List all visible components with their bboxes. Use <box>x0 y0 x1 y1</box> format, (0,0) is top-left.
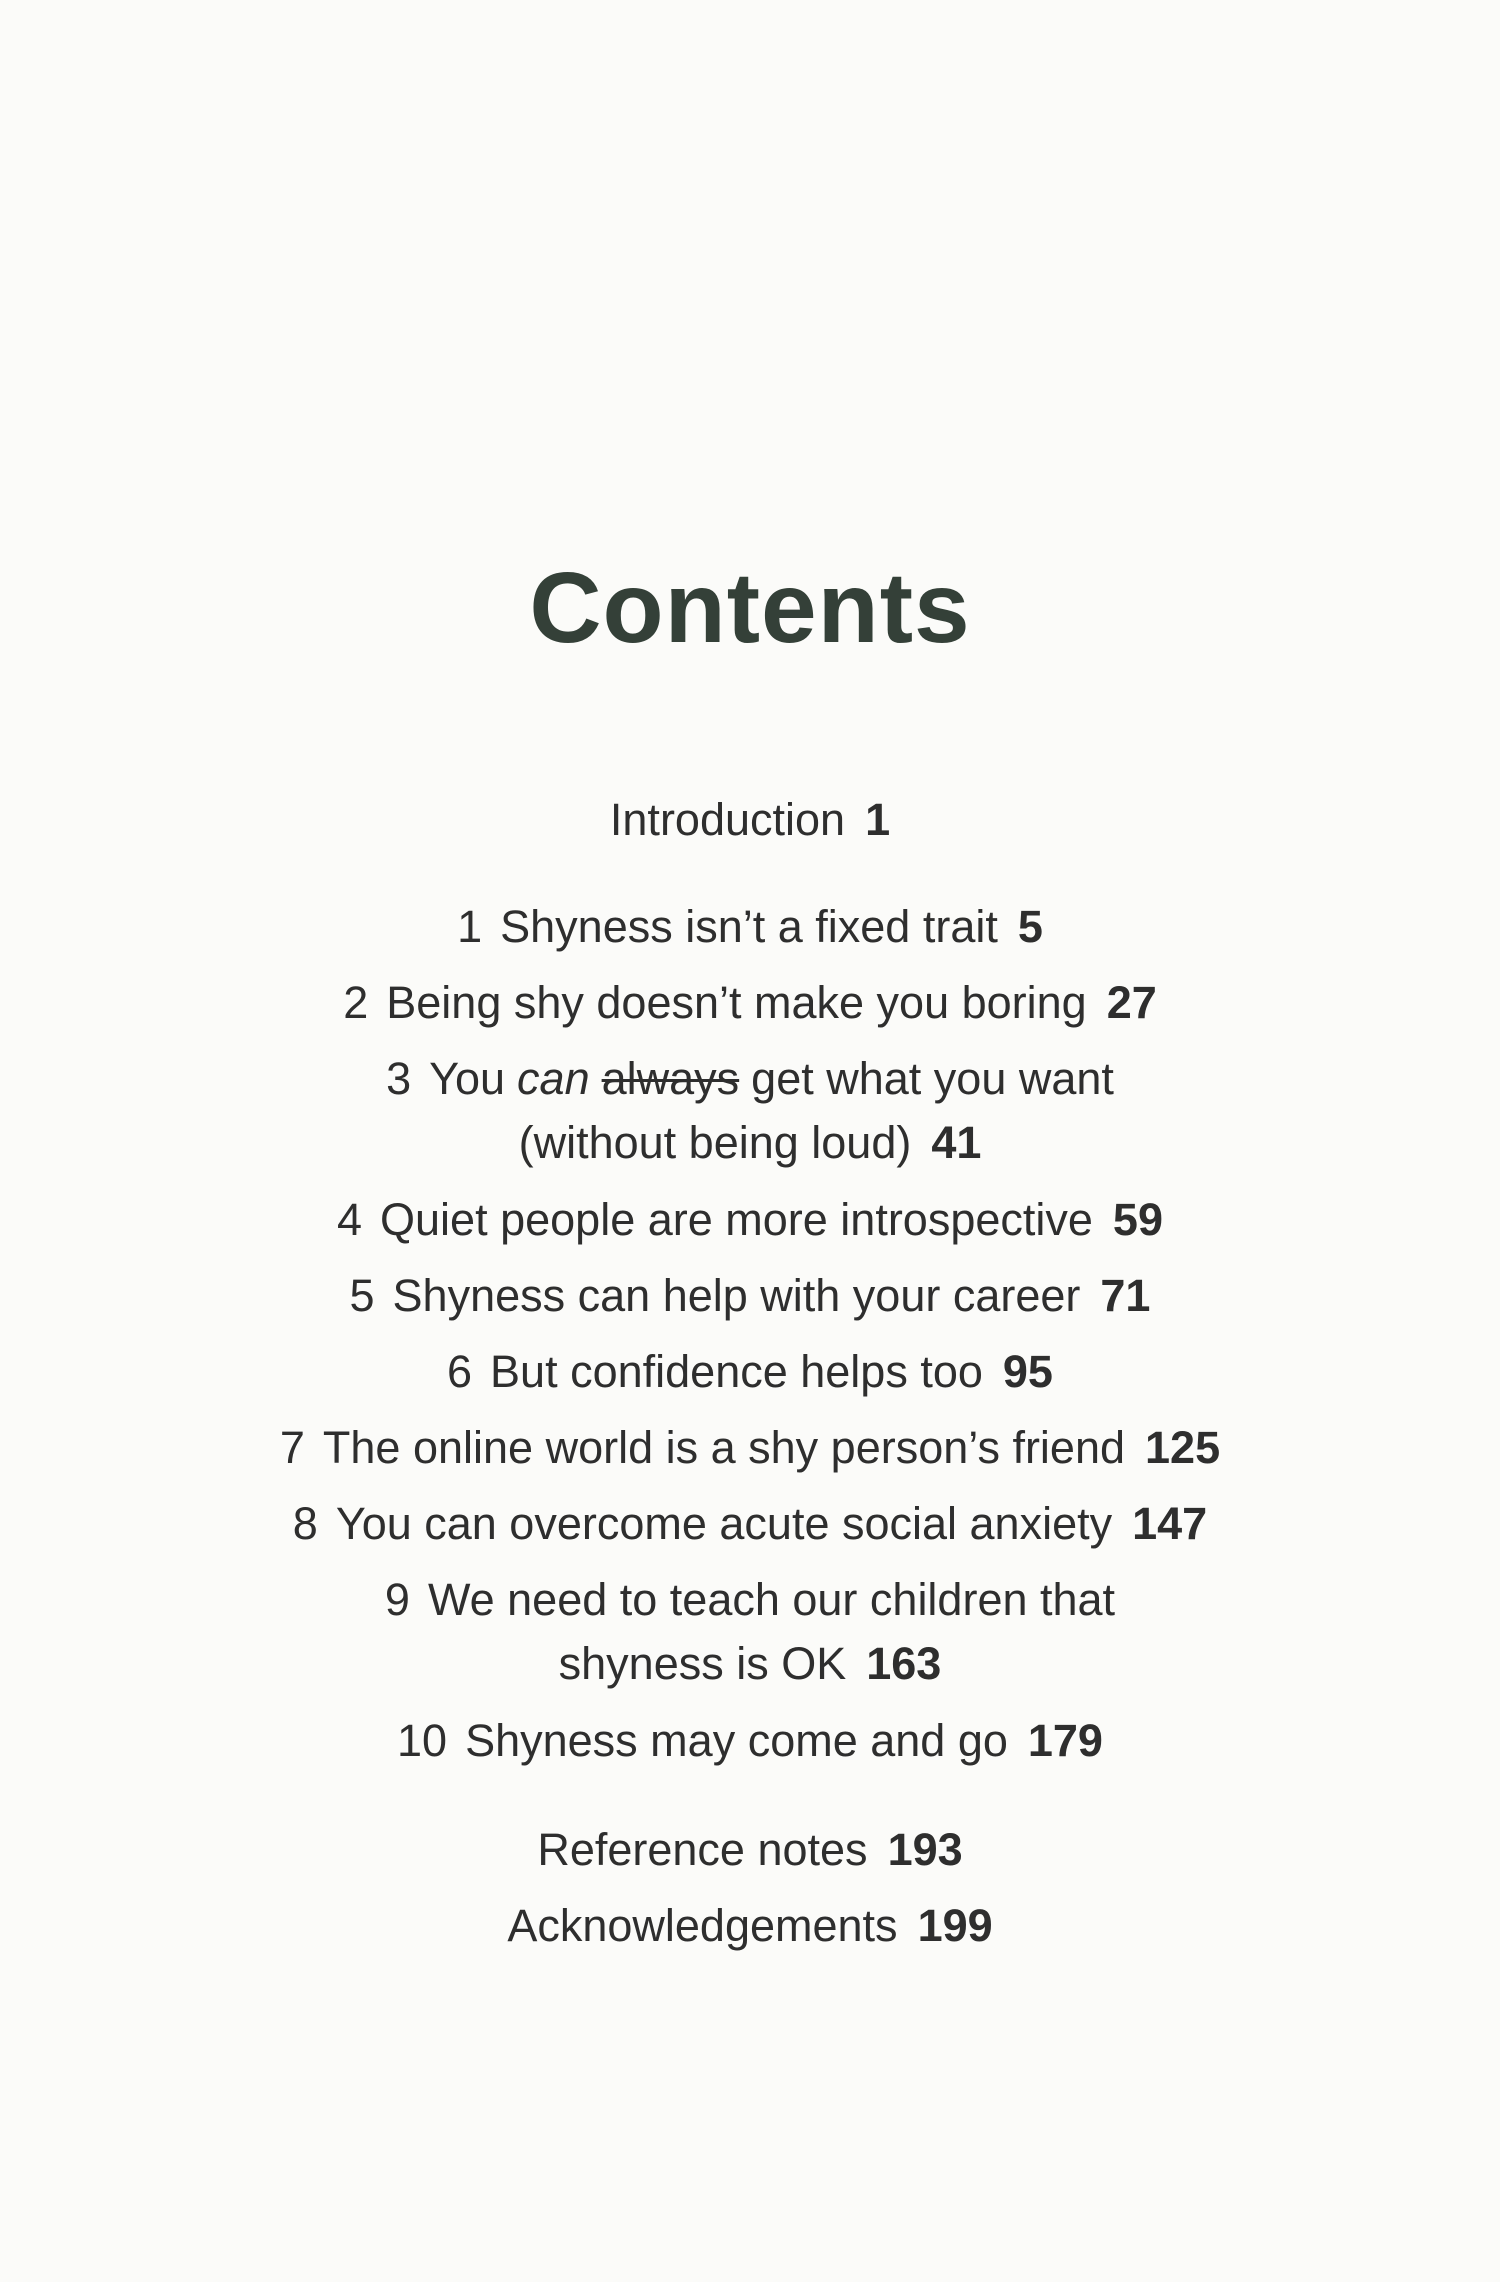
toc-entry-chapter-8[interactable] <box>0 1494 1500 1554</box>
chapter-number: 6 <box>447 1346 473 1397</box>
toc-entry-chapter-9-line-2[interactable] <box>0 1634 1500 1694</box>
chapter-title-strikethrough: always <box>601 1053 740 1104</box>
toc-entry-chapter-1[interactable] <box>0 897 1500 957</box>
toc-page-number: 27 <box>1106 977 1157 1028</box>
toc-page-number: 125 <box>1145 1422 1221 1473</box>
toc-entry-label: Reference notes <box>537 1824 868 1875</box>
chapter-title-part: get what you want <box>751 1053 1114 1104</box>
toc-entry-reference-notes[interactable] <box>0 1820 1500 1880</box>
chapter-title: Shyness isn’t a fixed trait <box>500 901 998 952</box>
chapter-number: 4 <box>337 1194 363 1245</box>
toc-entry-chapter-10[interactable] <box>0 1711 1500 1771</box>
toc-entry-chapter-9[interactable] <box>0 1570 1500 1630</box>
chapter-title: Being shy doesn’t make you boring <box>386 977 1087 1028</box>
toc-entry-chapter-3[interactable] <box>0 1049 1500 1109</box>
chapter-number: 2 <box>343 977 369 1028</box>
toc-page-number: 179 <box>1027 1715 1103 1766</box>
chapter-title-continuation: shyness is OK <box>558 1638 847 1689</box>
chapter-title: Shyness may come and go <box>465 1715 1008 1766</box>
chapter-number: 7 <box>279 1422 305 1473</box>
toc-page-number: 59 <box>1112 1194 1163 1245</box>
chapter-title-continuation: (without being loud) <box>518 1117 912 1168</box>
toc-entry-label: Acknowledgements <box>507 1900 898 1951</box>
chapter-number: 8 <box>292 1498 318 1549</box>
chapter-title: The online world is a shy person’s friend <box>322 1422 1126 1473</box>
toc-page-number: 5 <box>1017 901 1043 952</box>
chapter-number: 5 <box>349 1270 375 1321</box>
toc-page-number: 193 <box>887 1824 963 1875</box>
page-title: Contents <box>529 552 971 664</box>
chapter-title: But confidence helps too <box>490 1346 983 1397</box>
chapter-number: 9 <box>384 1574 410 1625</box>
toc-entry-label: Introduction <box>609 794 846 845</box>
toc-page-number: 41 <box>931 1117 982 1168</box>
toc-entry-chapter-7[interactable] <box>0 1418 1500 1478</box>
toc-page-number: 95 <box>1002 1346 1053 1397</box>
chapter-title: Quiet people are more introspective <box>380 1194 1093 1245</box>
toc-entry-acknowledgements[interactable] <box>0 1896 1500 1956</box>
chapter-number: 3 <box>386 1053 412 1104</box>
chapter-title: Shyness can help with your career <box>392 1270 1081 1321</box>
toc-page-number: 1 <box>865 794 891 845</box>
toc-entry-chapter-2[interactable] <box>0 973 1500 1033</box>
toc-entry-chapter-5[interactable] <box>0 1266 1500 1326</box>
chapter-title: You can overcome acute social anxiety <box>335 1498 1113 1549</box>
toc-entry-chapter-6[interactable] <box>0 1342 1500 1402</box>
toc-entry-chapter-4[interactable] <box>0 1190 1500 1250</box>
toc-page-number: 199 <box>917 1900 993 1951</box>
toc-entry-introduction[interactable] <box>0 790 1500 850</box>
chapter-title-emphasis: can <box>517 1053 590 1104</box>
toc-page-number: 163 <box>866 1638 942 1689</box>
toc-page-number: 71 <box>1100 1270 1151 1321</box>
chapter-title-part: You <box>429 1053 506 1104</box>
toc-page-number: 147 <box>1132 1498 1208 1549</box>
chapter-number: 10 <box>397 1715 448 1766</box>
chapter-number: 1 <box>457 901 483 952</box>
toc-entry-chapter-3-line-2[interactable] <box>0 1113 1500 1173</box>
chapter-title: We need to teach our children that <box>427 1574 1116 1625</box>
